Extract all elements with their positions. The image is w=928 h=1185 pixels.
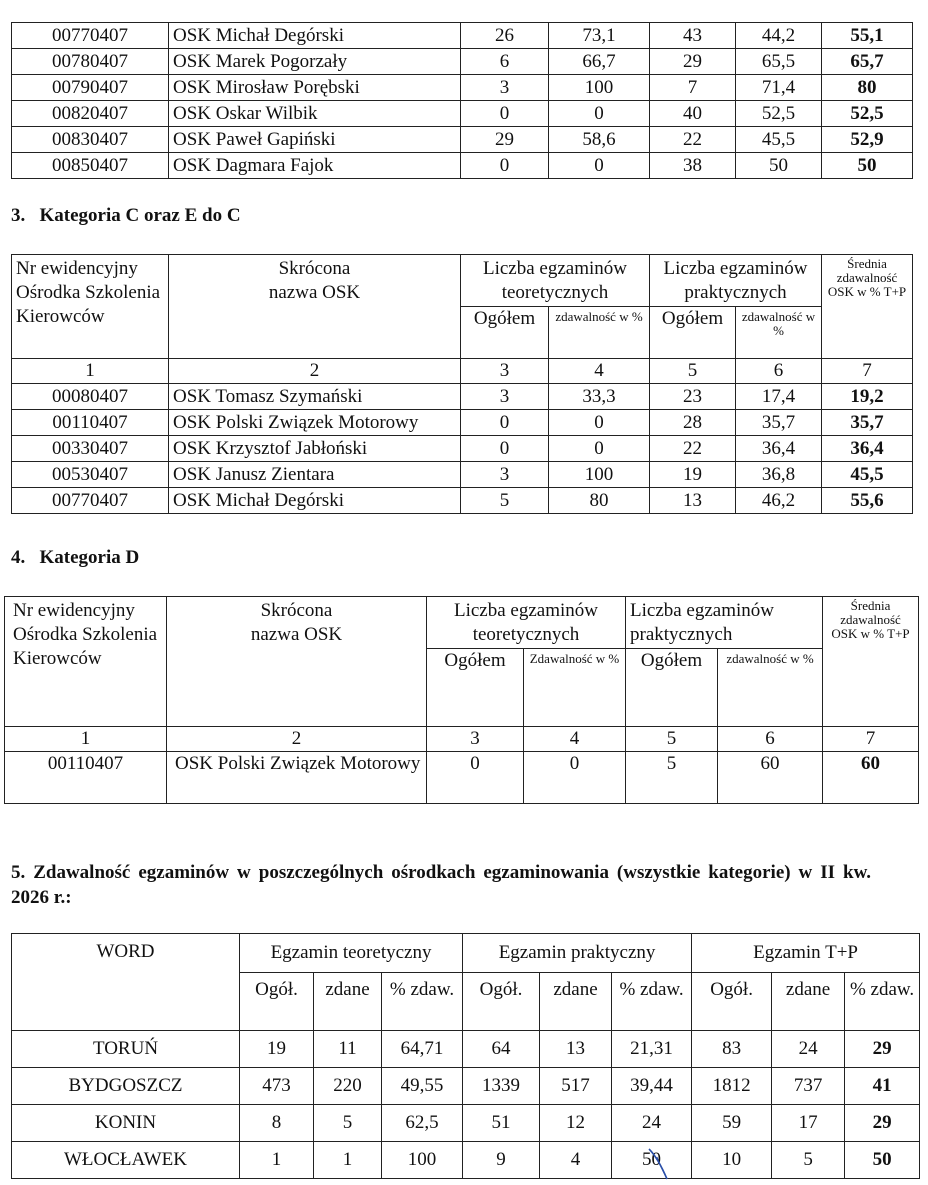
osk-name-cell: OSK Marek Pogorzały <box>169 49 461 75</box>
nr-cell: 00820407 <box>12 101 169 127</box>
column-number-cell: 5 <box>626 727 718 752</box>
theory-passed-cell: 11 <box>314 1031 382 1068</box>
practice-total-cell: 22 <box>650 127 736 153</box>
tp-total-cell: 83 <box>692 1031 772 1068</box>
header-pct-theory: zdawalność w % <box>549 307 650 359</box>
theory-pct-cell: 73,1 <box>549 23 650 49</box>
nr-cell: 00780407 <box>12 49 169 75</box>
theory-total-cell: 0 <box>461 436 549 462</box>
section-5-heading: 5. Zdawalność egzaminów w poszczególnych ośrodkach egzaminowania (wszystkie kategorie) w II kw. 2026 r.: <box>11 862 871 908</box>
theory-total-cell: 8 <box>240 1105 314 1142</box>
theory-total-cell: 5 <box>461 488 549 514</box>
header-practice: Liczba egzaminów praktycznych <box>626 597 823 649</box>
word-name-cell: BYDGOSZCZ <box>12 1068 240 1105</box>
tp-pct-cell: 41 <box>845 1068 920 1105</box>
column-number-cell: 4 <box>524 727 626 752</box>
table-row <box>12 384 913 410</box>
practice-passed-cell: 12 <box>540 1105 612 1142</box>
theory-total-cell: 473 <box>240 1068 314 1105</box>
osk-name-cell: OSK Mirosław Porębski <box>169 75 461 101</box>
column-number-cell: 1 <box>12 359 169 384</box>
practice-passed-cell: 517 <box>540 1068 612 1105</box>
avg-pass-cell: 52,9 <box>822 127 913 153</box>
word-pass-rate-table <box>11 933 920 1179</box>
nr-cell: 00110407 <box>12 410 169 436</box>
avg-pass-cell: 60 <box>823 752 919 804</box>
category-b-table-tail <box>11 22 913 179</box>
table-row <box>12 49 913 75</box>
section-4-heading: 4. Kategoria D <box>11 547 140 568</box>
tp-passed-header: zdane <box>772 973 845 1031</box>
theory-total-cell: 29 <box>461 127 549 153</box>
avg-pass-cell: 36,4 <box>822 436 913 462</box>
theory-pct-cell: 66,7 <box>549 49 650 75</box>
avg-pass-cell: 19,2 <box>822 384 913 410</box>
theory-pct-cell: 64,71 <box>382 1031 463 1068</box>
theory-pct-cell: 100 <box>382 1142 463 1179</box>
osk-name-cell: OSK Janusz Zientara <box>169 462 461 488</box>
practice-pct-header: % zdaw. <box>612 973 692 1031</box>
header-total-theory: Ogółem <box>427 649 524 727</box>
theory-pct-header: % zdaw. <box>382 973 463 1031</box>
header-avg: Średnia zdawalność OSK w % T+P <box>823 597 919 727</box>
practice-total-cell: 40 <box>650 101 736 127</box>
theory-passed-cell: 5 <box>314 1105 382 1142</box>
theory-total-cell: 19 <box>240 1031 314 1068</box>
practice-total-header: Ogół. <box>463 973 540 1031</box>
avg-pass-cell: 52,5 <box>822 101 913 127</box>
tp-total-cell: 59 <box>692 1105 772 1142</box>
practice-pct-cell: 65,5 <box>736 49 822 75</box>
word-name-cell: TORUŃ <box>12 1031 240 1068</box>
theory-total-cell: 26 <box>461 23 549 49</box>
theory-total-cell: 0 <box>461 153 549 179</box>
practice-pct-cell: 24 <box>612 1105 692 1142</box>
column-number-cell: 4 <box>549 359 650 384</box>
theory-pct-cell: 0 <box>549 410 650 436</box>
table-row <box>5 752 919 804</box>
nr-cell: 00850407 <box>12 153 169 179</box>
theory-pct-cell: 100 <box>549 462 650 488</box>
avg-pass-cell: 55,1 <box>822 23 913 49</box>
tp-pct-cell: 50 <box>845 1142 920 1179</box>
practice-total-cell: 5 <box>626 752 718 804</box>
practice-passed-cell: 13 <box>540 1031 612 1068</box>
tp-passed-cell: 24 <box>772 1031 845 1068</box>
theory-pct-cell: 100 <box>549 75 650 101</box>
theory-pct-cell: 80 <box>549 488 650 514</box>
practice-total-cell: 43 <box>650 23 736 49</box>
tp-passed-cell: 17 <box>772 1105 845 1142</box>
practice-total-cell: 9 <box>463 1142 540 1179</box>
practice-total-cell: 7 <box>650 75 736 101</box>
header-pct-practice: zdawalność w % <box>736 307 822 359</box>
column-number-cell: 6 <box>736 359 822 384</box>
header-theory: Liczba egzaminów teoretycznych <box>461 255 650 307</box>
practice-total-cell: 38 <box>650 153 736 179</box>
word-name-cell: WŁOCŁAWEK <box>12 1142 240 1179</box>
column-number-cell: 7 <box>823 727 919 752</box>
nr-cell: 00330407 <box>12 436 169 462</box>
theory-pct-cell: 0 <box>549 101 650 127</box>
table-row <box>12 75 913 101</box>
tp-total-header: Ogół. <box>692 973 772 1031</box>
practice-passed-cell: 4 <box>540 1142 612 1179</box>
practice-total-cell: 28 <box>650 410 736 436</box>
osk-name-cell: OSK Polski Związek Motorowy <box>169 410 461 436</box>
theory-total-cell: 0 <box>461 101 549 127</box>
osk-name-cell: OSK Polski Związek Motorowy <box>167 752 427 804</box>
header-name: Skrócona nazwa OSK <box>169 255 461 359</box>
header-nr: Nr ewidencyjny Ośrodka Szkolenia Kierowców <box>12 255 169 359</box>
nr-cell: 00080407 <box>12 384 169 410</box>
practice-pct-cell: 60 <box>718 752 823 804</box>
practice-pct-cell: 50 <box>612 1142 692 1179</box>
header-total-practice: Ogółem <box>650 307 736 359</box>
column-number-cell: 5 <box>650 359 736 384</box>
theory-total-cell: 1 <box>240 1142 314 1179</box>
header-tp: Egzamin T+P <box>692 934 920 973</box>
avg-pass-cell: 80 <box>822 75 913 101</box>
practice-total-cell: 1339 <box>463 1068 540 1105</box>
tp-pct-header: % zdaw. <box>845 973 920 1031</box>
nr-cell: 00770407 <box>12 23 169 49</box>
theory-total-cell: 6 <box>461 49 549 75</box>
header-avg: Średnia zdawalność OSK w % T+P <box>822 255 913 359</box>
column-number-cell: 1 <box>5 727 167 752</box>
theory-total-header: Ogół. <box>240 973 314 1031</box>
table-row <box>12 1105 920 1142</box>
theory-pct-cell: 0 <box>549 436 650 462</box>
column-number-cell: 2 <box>169 359 461 384</box>
practice-pct-cell: 44,2 <box>736 23 822 49</box>
table-row <box>12 436 913 462</box>
practice-pct-cell: 46,2 <box>736 488 822 514</box>
theory-pct-cell: 49,55 <box>382 1068 463 1105</box>
practice-total-cell: 13 <box>650 488 736 514</box>
tp-pct-cell: 29 <box>845 1105 920 1142</box>
practice-pct-cell: 21,31 <box>612 1031 692 1068</box>
tp-passed-cell: 737 <box>772 1068 845 1105</box>
practice-pct-cell: 71,4 <box>736 75 822 101</box>
header-theory: Egzamin teoretyczny <box>240 934 463 973</box>
header-theory: Liczba egzaminów teoretycznych <box>427 597 626 649</box>
theory-total-cell: 3 <box>461 75 549 101</box>
practice-pct-cell: 36,4 <box>736 436 822 462</box>
theory-total-cell: 3 <box>461 462 549 488</box>
word-name-cell: KONIN <box>12 1105 240 1142</box>
theory-pct-cell: 33,3 <box>549 384 650 410</box>
theory-total-cell: 3 <box>461 384 549 410</box>
tp-total-cell: 10 <box>692 1142 772 1179</box>
practice-pct-cell: 39,44 <box>612 1068 692 1105</box>
table-row <box>12 1068 920 1105</box>
header-practice: Liczba egzaminów praktycznych <box>650 255 822 307</box>
header-practice: Egzamin praktyczny <box>463 934 692 973</box>
table-row <box>12 1031 920 1068</box>
nr-cell: 00830407 <box>12 127 169 153</box>
practice-total-cell: 51 <box>463 1105 540 1142</box>
avg-pass-cell: 55,6 <box>822 488 913 514</box>
nr-cell: 00110407 <box>5 752 167 804</box>
practice-pct-cell: 52,5 <box>736 101 822 127</box>
practice-pct-cell: 35,7 <box>736 410 822 436</box>
osk-name-cell: OSK Krzysztof Jabłoński <box>169 436 461 462</box>
table-row <box>12 1142 920 1179</box>
avg-pass-cell: 35,7 <box>822 410 913 436</box>
column-number-cell: 2 <box>167 727 427 752</box>
theory-total-cell: 0 <box>461 410 549 436</box>
osk-name-cell: OSK Dagmara Fajok <box>169 153 461 179</box>
practice-pct-cell: 36,8 <box>736 462 822 488</box>
nr-cell: 00790407 <box>12 75 169 101</box>
practice-total-cell: 29 <box>650 49 736 75</box>
header-total-theory: Ogółem <box>461 307 549 359</box>
practice-pct-cell: 17,4 <box>736 384 822 410</box>
theory-pct-cell: 62,5 <box>382 1105 463 1142</box>
theory-pct-cell: 0 <box>549 153 650 179</box>
table-row <box>12 23 913 49</box>
table-row <box>12 101 913 127</box>
tp-total-cell: 1812 <box>692 1068 772 1105</box>
theory-pct-cell: 58,6 <box>549 127 650 153</box>
avg-pass-cell: 65,7 <box>822 49 913 75</box>
theory-total-cell: 0 <box>427 752 524 804</box>
osk-name-cell: OSK Oskar Wilbik <box>169 101 461 127</box>
theory-passed-header: zdane <box>314 973 382 1031</box>
section-3-heading: 3. Kategoria C oraz E do C <box>11 205 241 226</box>
practice-total-cell: 64 <box>463 1031 540 1068</box>
practice-total-cell: 22 <box>650 436 736 462</box>
osk-name-cell: OSK Paweł Gapiński <box>169 127 461 153</box>
table-row <box>12 153 913 179</box>
nr-cell: 00770407 <box>12 488 169 514</box>
theory-pct-cell: 0 <box>524 752 626 804</box>
practice-total-cell: 23 <box>650 384 736 410</box>
header-pct-theory: Zdawalność w % <box>524 649 626 727</box>
header-total-practice: Ogółem <box>626 649 718 727</box>
table-row <box>12 488 913 514</box>
osk-name-cell: OSK Tomasz Szymański <box>169 384 461 410</box>
header-pct-practice: zdawalność w % <box>718 649 823 727</box>
table-row <box>12 127 913 153</box>
table-row <box>12 462 913 488</box>
practice-total-cell: 19 <box>650 462 736 488</box>
avg-pass-cell: 50 <box>822 153 913 179</box>
nr-cell: 00530407 <box>12 462 169 488</box>
practice-pct-cell: 50 <box>736 153 822 179</box>
practice-passed-header: zdane <box>540 973 612 1031</box>
theory-passed-cell: 1 <box>314 1142 382 1179</box>
tp-passed-cell: 5 <box>772 1142 845 1179</box>
header-nr: Nr ewidencyjny Ośrodka Szkolenia Kierowców <box>5 597 167 727</box>
category-d-table <box>4 596 919 804</box>
column-number-cell: 3 <box>427 727 524 752</box>
header-name: Skrócona nazwa OSK <box>167 597 427 727</box>
column-number-cell: 3 <box>461 359 549 384</box>
tp-pct-cell: 29 <box>845 1031 920 1068</box>
column-number-cell: 6 <box>718 727 823 752</box>
pen-stroke-mark <box>645 1145 685 1185</box>
column-number-cell: 7 <box>822 359 913 384</box>
osk-name-cell: OSK Michał Degórski <box>169 23 461 49</box>
osk-name-cell: OSK Michał Degórski <box>169 488 461 514</box>
header-word: WORD <box>12 934 240 1031</box>
category-c-table <box>11 254 913 514</box>
practice-pct-cell: 45,5 <box>736 127 822 153</box>
theory-passed-cell: 220 <box>314 1068 382 1105</box>
table-row <box>12 410 913 436</box>
avg-pass-cell: 45,5 <box>822 462 913 488</box>
